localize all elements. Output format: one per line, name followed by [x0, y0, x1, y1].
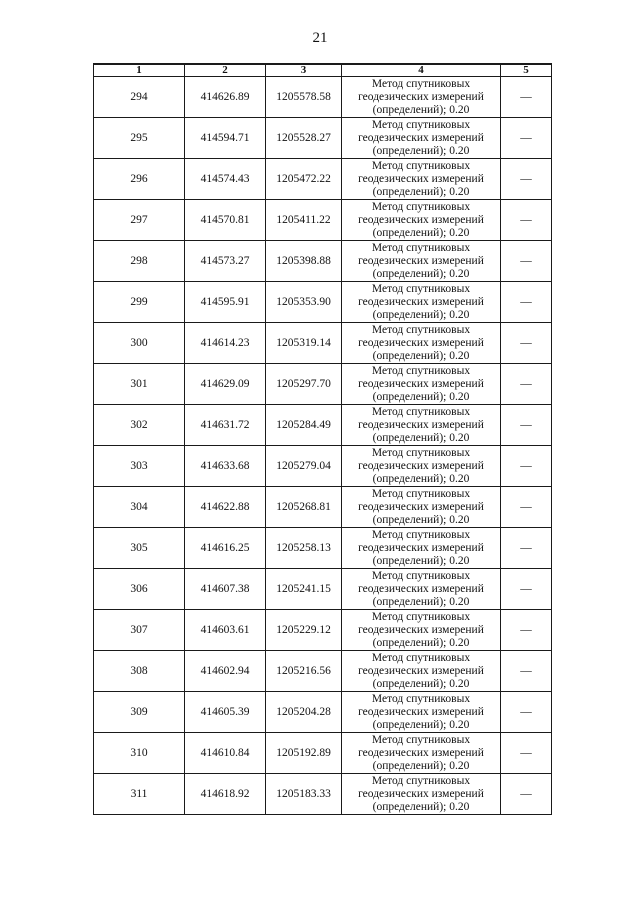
method-text-line: Метод спутниковых [371, 323, 471, 336]
table-row [94, 692, 552, 733]
method-text-line: Метод спутниковых [371, 610, 471, 623]
method-text-line: (определений); 0.20 [372, 513, 470, 526]
x-coordinate-cell: 414570.81 [185, 200, 266, 241]
method-text-line: Метод спутниковых [371, 200, 471, 213]
method-text-line: геодезических измерений [358, 418, 484, 431]
point-number-cell: 295 [94, 118, 185, 159]
method-text-line: Метод спутниковых [371, 651, 471, 664]
table-row [94, 651, 552, 692]
point-number-cell: 299 [94, 282, 185, 323]
point-number-cell: 303 [94, 446, 185, 487]
y-coordinate-cell: 1205183.33 [266, 774, 342, 815]
method-cell [342, 528, 501, 569]
method-cell [342, 692, 501, 733]
point-number-cell: 300 [94, 323, 185, 364]
table-row [94, 569, 552, 610]
method-text-line: геодезических измерений [358, 664, 484, 677]
method-text-line: Метод спутниковых [371, 528, 471, 541]
method-text-line: Метод спутниковых [371, 282, 471, 295]
table-row [94, 610, 552, 651]
method-text-line: геодезических измерений [358, 705, 484, 718]
method-cell [342, 77, 501, 118]
method-text-line: Метод спутниковых [371, 733, 471, 746]
note-dash-cell: — [501, 610, 552, 651]
method-cell [342, 487, 501, 528]
method-text-line: (определений); 0.20 [372, 144, 470, 157]
page-number: 21 [312, 30, 328, 46]
table-row [94, 774, 552, 815]
point-number-cell: 308 [94, 651, 185, 692]
method-text-line: Метод спутниковых [371, 405, 471, 418]
method-cell [342, 610, 501, 651]
method-text-line: (определений); 0.20 [372, 185, 470, 198]
table-row [94, 487, 552, 528]
x-coordinate-cell: 414626.89 [185, 77, 266, 118]
x-coordinate-cell: 414595.91 [185, 282, 266, 323]
method-text-line: (определений); 0.20 [372, 226, 470, 239]
y-coordinate-cell: 1205528.27 [266, 118, 342, 159]
method-text-line: геодезических измерений [358, 295, 484, 308]
method-text-line: (определений); 0.20 [372, 759, 470, 772]
note-dash-cell: — [501, 733, 552, 774]
method-text-line: геодезических измерений [358, 90, 484, 103]
x-coordinate-cell: 414607.38 [185, 569, 266, 610]
method-text-line: Метод спутниковых [371, 159, 471, 172]
point-number-cell: 311 [94, 774, 185, 815]
method-text-line: геодезических измерений [358, 336, 484, 349]
y-coordinate-cell: 1205472.22 [266, 159, 342, 200]
method-cell [342, 200, 501, 241]
y-coordinate-cell: 1205411.22 [266, 200, 342, 241]
method-cell [342, 569, 501, 610]
method-text-line: Метод спутниковых [371, 692, 471, 705]
x-coordinate-cell: 414631.72 [185, 405, 266, 446]
note-dash-cell: — [501, 774, 552, 815]
y-coordinate-cell: 1205258.13 [266, 528, 342, 569]
header-col-4: 4 [342, 64, 501, 77]
note-dash-cell: — [501, 569, 552, 610]
note-dash-cell: — [501, 364, 552, 405]
method-text-line: Метод спутниковых [371, 364, 471, 377]
table-header [94, 64, 552, 77]
table-row [94, 118, 552, 159]
method-cell [342, 364, 501, 405]
point-number-cell: 310 [94, 733, 185, 774]
method-cell [342, 323, 501, 364]
method-text-line: (определений); 0.20 [372, 308, 470, 321]
method-text-line: геодезических измерений [358, 623, 484, 636]
table-row [94, 200, 552, 241]
method-text-line: геодезических измерений [358, 213, 484, 226]
method-text-line: (определений); 0.20 [372, 800, 470, 813]
point-number-cell: 297 [94, 200, 185, 241]
method-text-line: Метод спутниковых [371, 118, 471, 131]
x-coordinate-cell: 414610.84 [185, 733, 266, 774]
method-cell [342, 159, 501, 200]
note-dash-cell: — [501, 241, 552, 282]
x-coordinate-cell: 414629.09 [185, 364, 266, 405]
y-coordinate-cell: 1205297.70 [266, 364, 342, 405]
method-cell [342, 405, 501, 446]
method-text-line: геодезических измерений [358, 254, 484, 267]
table-row [94, 528, 552, 569]
method-cell [342, 774, 501, 815]
y-coordinate-cell: 1205204.28 [266, 692, 342, 733]
method-text-line: (определений); 0.20 [372, 472, 470, 485]
y-coordinate-cell: 1205319.14 [266, 323, 342, 364]
table-row [94, 364, 552, 405]
method-text-line: Метод спутниковых [371, 77, 471, 90]
method-text-line: геодезических измерений [358, 787, 484, 800]
method-text-line: геодезических измерений [358, 500, 484, 513]
y-coordinate-cell: 1205192.89 [266, 733, 342, 774]
header-col-3: 3 [266, 64, 342, 77]
x-coordinate-cell: 414594.71 [185, 118, 266, 159]
table-row [94, 405, 552, 446]
note-dash-cell: — [501, 323, 552, 364]
table-row [94, 323, 552, 364]
method-text-line: геодезических измерений [358, 541, 484, 554]
table-row [94, 77, 552, 118]
table-row [94, 241, 552, 282]
method-text-line: геодезических измерений [358, 131, 484, 144]
note-dash-cell: — [501, 77, 552, 118]
method-text-line: (определений); 0.20 [372, 718, 470, 731]
method-text-line: геодезических измерений [358, 459, 484, 472]
note-dash-cell: — [501, 282, 552, 323]
method-text-line: (определений); 0.20 [372, 677, 470, 690]
header-col-1: 1 [94, 64, 185, 77]
point-number-cell: 309 [94, 692, 185, 733]
method-text-line: (определений); 0.20 [372, 349, 470, 362]
point-number-cell: 306 [94, 569, 185, 610]
header-col-5: 5 [501, 64, 552, 77]
note-dash-cell: — [501, 651, 552, 692]
point-number-cell: 301 [94, 364, 185, 405]
y-coordinate-cell: 1205353.90 [266, 282, 342, 323]
method-cell [342, 118, 501, 159]
point-number-cell: 296 [94, 159, 185, 200]
y-coordinate-cell: 1205279.04 [266, 446, 342, 487]
table-row [94, 282, 552, 323]
point-number-cell: 304 [94, 487, 185, 528]
method-text-line: (определений); 0.20 [372, 390, 470, 403]
x-coordinate-cell: 414633.68 [185, 446, 266, 487]
y-coordinate-cell: 1205578.58 [266, 77, 342, 118]
note-dash-cell: — [501, 405, 552, 446]
y-coordinate-cell: 1205229.12 [266, 610, 342, 651]
point-number-cell: 298 [94, 241, 185, 282]
method-text-line: геодезических измерений [358, 172, 484, 185]
x-coordinate-cell: 414574.43 [185, 159, 266, 200]
table-row [94, 159, 552, 200]
note-dash-cell: — [501, 200, 552, 241]
coordinates-table [93, 63, 552, 815]
y-coordinate-cell: 1205284.49 [266, 405, 342, 446]
header-col-2: 2 [185, 64, 266, 77]
x-coordinate-cell: 414602.94 [185, 651, 266, 692]
note-dash-cell: — [501, 692, 552, 733]
y-coordinate-cell: 1205241.15 [266, 569, 342, 610]
method-text-line: (определений); 0.20 [372, 431, 470, 444]
point-number-cell: 305 [94, 528, 185, 569]
x-coordinate-cell: 414622.88 [185, 487, 266, 528]
method-text-line: Метод спутниковых [371, 241, 471, 254]
note-dash-cell: — [501, 528, 552, 569]
method-text-line: геодезических измерений [358, 746, 484, 759]
method-cell [342, 733, 501, 774]
table-row [94, 446, 552, 487]
x-coordinate-cell: 414605.39 [185, 692, 266, 733]
point-number-cell: 294 [94, 77, 185, 118]
y-coordinate-cell: 1205216.56 [266, 651, 342, 692]
header-row [94, 64, 552, 77]
method-cell [342, 446, 501, 487]
point-number-cell: 302 [94, 405, 185, 446]
note-dash-cell: — [501, 487, 552, 528]
method-text-line: (определений); 0.20 [372, 267, 470, 280]
method-text-line: геодезических измерений [358, 582, 484, 595]
method-text-line: Метод спутниковых [371, 487, 471, 500]
method-text-line: (определений); 0.20 [372, 636, 470, 649]
note-dash-cell: — [501, 446, 552, 487]
x-coordinate-cell: 414618.92 [185, 774, 266, 815]
method-cell [342, 282, 501, 323]
x-coordinate-cell: 414616.25 [185, 528, 266, 569]
x-coordinate-cell: 414614.23 [185, 323, 266, 364]
method-cell [342, 241, 501, 282]
x-coordinate-cell: 414573.27 [185, 241, 266, 282]
y-coordinate-cell: 1205398.88 [266, 241, 342, 282]
table-row [94, 733, 552, 774]
table-body [94, 77, 552, 815]
method-text-line: геодезических измерений [358, 377, 484, 390]
note-dash-cell: — [501, 159, 552, 200]
point-number-cell: 307 [94, 610, 185, 651]
method-cell [342, 651, 501, 692]
y-coordinate-cell: 1205268.81 [266, 487, 342, 528]
method-text-line: Метод спутниковых [371, 774, 471, 787]
x-coordinate-cell: 414603.61 [185, 610, 266, 651]
method-text-line: Метод спутниковых [371, 446, 471, 459]
method-text-line: Метод спутниковых [371, 569, 471, 582]
method-text-line: (определений); 0.20 [372, 554, 470, 567]
method-text-line: (определений); 0.20 [372, 103, 470, 116]
note-dash-cell: — [501, 118, 552, 159]
method-text-line: (определений); 0.20 [372, 595, 470, 608]
